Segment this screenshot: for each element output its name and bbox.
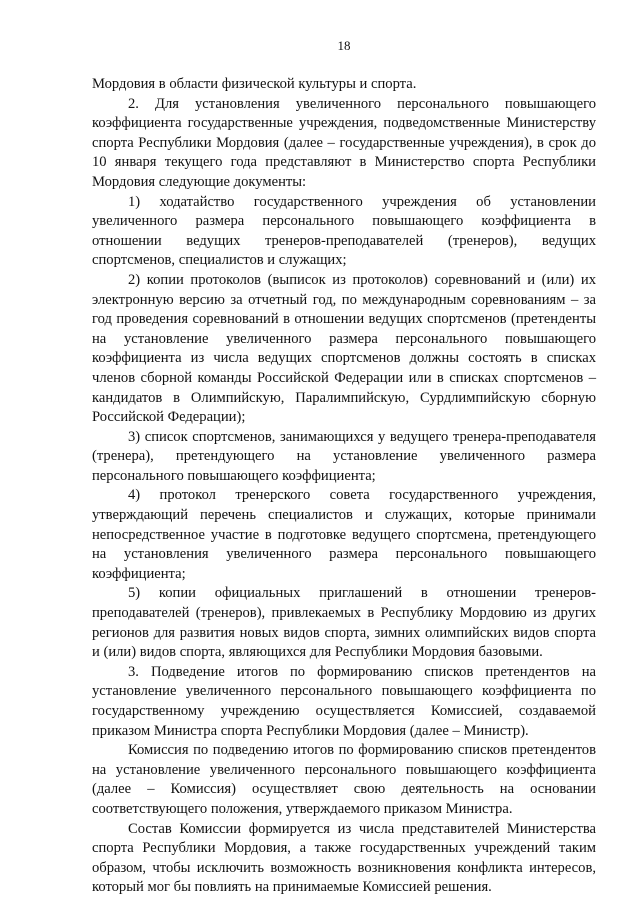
document-body: [92, 75, 596, 898]
paragraph-subitem-4: 4) протокол тренерского совета государственного учреждения, утверждающий перечень специалистов и служащих, которые принимали непосредственное участие в подготовке ведущего спортсмена, претендующего на установления увеличенного размера персонального повышающего коэффициента;: [92, 487, 596, 582]
paragraph-commission-composition: Состав Комиссии формируется из числа представителей Министерства спорта Республики Мордовия, а также государственных учреждений таким образом, чтобы исключить возможность возникновения конфликта интересов, который мог бы повлиять на принимаемые Комиссией решения.: [92, 820, 596, 896]
document-page: [92, 0, 596, 905]
paragraph-item-2: 2. Для установления увеличенного персонального повышающего коэффициента государственные учреждения, подведомственные Министерству спорта Республики Мордовия (далее – государственные учреждения), в срок до 10 января текущего года представляют в Министерство спорта Республики Мордовия следующие документы:: [92, 95, 596, 190]
paragraph-item-3: 3. Подведение итогов по формированию списков претендентов на установление увеличенного персонального повышающего коэффициента по государственному учреждению осуществляется Комиссией, создаваемой приказом Министра спорта Республики Мордовия (далее – Министр).: [92, 663, 596, 739]
paragraph-continuation: Мордовия в области физической культуры и спорта.: [92, 76, 417, 92]
paragraph-subitem-5: 5) копии официальных приглашений в отношении тренеров-преподавателей (тренеров), привлекаемых в Республику Мордовию из других регионов для развития новых видов спорта, зимних олимпийских видов спорта и (или) видов спорта, являющихся для Республики Мордовия базовыми.: [92, 585, 596, 661]
paragraph-subitem-2: 2) копии протоколов (выписок из протоколов) соревнований и (или) их электронную версию за отчетный год, по международным соревнованиям – за год проведения соревнований в отношении ведущих спортсменов (претенденты на установление увеличенного размера персонального повышающего коэффициента из числа ведущих спортсменов должны состоять в списках членов сборной команды Российской Федерации или в списках спортсменов – кандидатов в Олимпийскую, Паралимпийскую, Сурдлимпийскую сборную Российской Федерации);: [92, 271, 596, 426]
page-number: 18: [337, 38, 351, 53]
paragraph-subitem-1: 1) ходатайство государственного учреждения об установлении увеличенного размера персонального повышающего коэффициента в отношении ведущих тренеров-преподавателей (тренеров), ведущих спортсменов, специалистов и служащих;: [92, 193, 596, 269]
paragraph-subitem-3: 3) список спортсменов, занимающихся у ведущего тренера-преподавателя (тренера), претендующего на установление увеличенного размера персонального повышающего коэффициента;: [92, 428, 596, 484]
paragraph-commission: Комиссия по подведению итогов по формированию списков претендентов на установление увеличенного персонального повышающего коэффициента (далее – Комиссия) осуществляет свою деятельность на основании соответствующего положения, утверждаемого приказом Министра.: [92, 742, 596, 817]
